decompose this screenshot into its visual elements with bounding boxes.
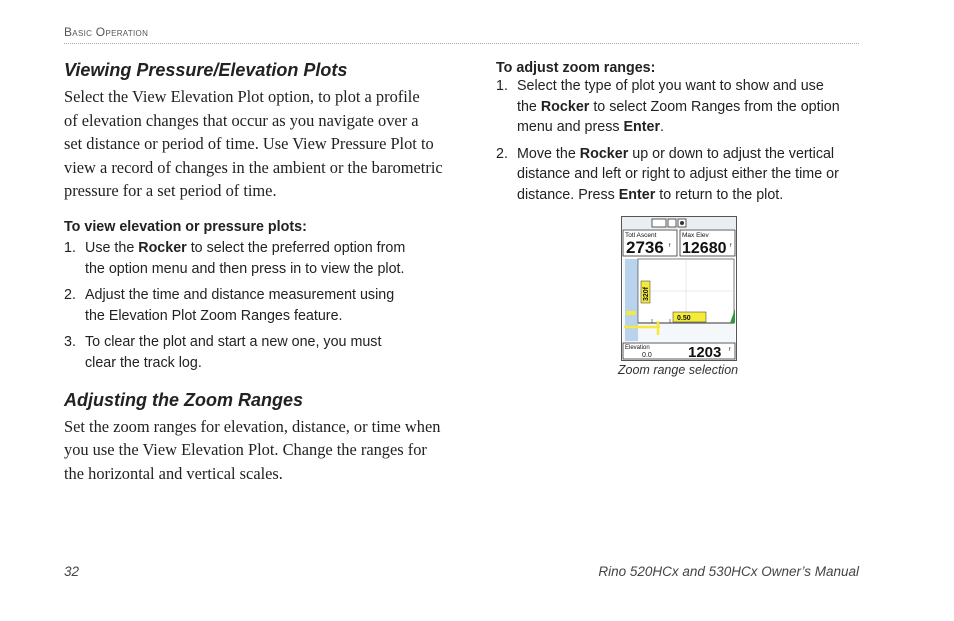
- bottom-label: Elevation: [625, 345, 650, 351]
- step-number: 1.: [64, 239, 76, 256]
- step-text: to select Zoom Ranges from the option: [589, 98, 840, 115]
- step-keyword: Rocker: [138, 239, 187, 256]
- step-text: to return to the plot.: [655, 186, 784, 203]
- field1-label: Totl Ascent: [625, 232, 657, 239]
- horizontal-scale-label: 0.50: [677, 315, 691, 322]
- body-line: view a record of changes in the ambient or the barometric: [64, 157, 443, 177]
- step-text: distance. Press: [517, 186, 619, 203]
- page-number: 32: [64, 564, 80, 579]
- bottom-value: 1203: [688, 344, 722, 360]
- header-divider: [64, 43, 859, 44]
- body-line: pressure for a set period of time.: [64, 181, 277, 200]
- step-number: 2.: [496, 145, 508, 162]
- field2-label: Max Elev: [682, 232, 709, 239]
- battery-icon: [652, 219, 666, 227]
- step-text: Use the: [85, 239, 139, 256]
- steps-zoom: [496, 76, 866, 205]
- list-item: [64, 332, 452, 374]
- left-column: [64, 60, 452, 485]
- device-screen-figure: [621, 216, 737, 361]
- step-number: 1.: [496, 78, 508, 94]
- section-body-zoom-ranges: [64, 415, 452, 486]
- step-text: To clear the plot and start a new one, you must: [85, 333, 382, 350]
- field2-unit: f: [730, 243, 732, 249]
- step-keyword: Enter: [623, 119, 661, 135]
- list-item: [64, 238, 452, 280]
- field1-value: 2736: [626, 238, 664, 257]
- step-text: .: [660, 119, 665, 135]
- step-text: clear the track log.: [85, 354, 202, 371]
- step-keyword: Rocker: [579, 145, 629, 162]
- bottom-sub-value: 0.0: [642, 352, 652, 359]
- right-column: [496, 60, 866, 205]
- cursor-marker: [626, 311, 636, 315]
- step-text: menu and press: [517, 119, 624, 135]
- body-line: Set the zoom ranges for elevation, distance, or time when: [64, 416, 441, 436]
- step-text: Select the type of plot you want to show and use: [517, 78, 824, 94]
- manual-title: Rino 520HCx and 530HCx Owner’s Manual: [598, 564, 859, 579]
- body-line: of elevation changes that occur as you navigate over a: [64, 110, 419, 130]
- body-line: Select the View Elevation Plot option, to plot a profile: [64, 87, 420, 106]
- signal-icon: [668, 219, 676, 227]
- track-profile-fill: [625, 259, 638, 341]
- gps-dot-icon: [680, 221, 684, 225]
- figure-caption: Zoom range selection: [617, 363, 739, 377]
- list-item: [64, 285, 452, 327]
- field2-value: 12680: [682, 240, 727, 257]
- step-text: up or down to adjust the vertical: [628, 145, 835, 162]
- field1-unit: f: [669, 243, 671, 249]
- step-number: 2.: [64, 286, 76, 303]
- list-item: [496, 144, 866, 206]
- step-text: the option menu and then press in to view the plot.: [85, 260, 405, 277]
- body-line: set distance or period of time. Use View Pressure Plot to: [64, 134, 434, 153]
- steps-view-plots: [64, 238, 452, 374]
- section-title-pressure-elevation: Viewing Pressure/Elevation Plots: [64, 60, 348, 80]
- body-line: you use the View Elevation Plot. Change the ranges for: [64, 440, 427, 459]
- step-number: 3.: [64, 333, 76, 350]
- step-text: Adjust the time and distance measurement using: [85, 286, 395, 303]
- vertical-scale-label: 320f: [643, 286, 650, 301]
- running-header: Basic Operation: [64, 25, 149, 39]
- step-keyword: Enter: [618, 186, 656, 203]
- body-line: the horizontal and vertical scales.: [64, 463, 283, 483]
- section-body-pressure-elevation: [64, 85, 452, 203]
- procedure-title-view-plots: To view elevation or pressure plots:: [64, 218, 307, 235]
- bottom-unit: f: [729, 347, 731, 353]
- step-text: the Elevation Plot Zoom Ranges feature.: [85, 307, 343, 324]
- step-text: the: [517, 98, 541, 115]
- step-keyword: Rocker: [540, 98, 590, 115]
- step-text: Move the: [517, 145, 580, 162]
- step-text: to select the preferred option from: [186, 239, 406, 256]
- procedure-title-zoom: To adjust zoom ranges:: [496, 60, 656, 76]
- device-screen: [622, 217, 736, 360]
- section-title-zoom-ranges: Adjusting the Zoom Ranges: [64, 389, 304, 410]
- step-text: distance and left or right to adjust either the time or: [517, 166, 839, 182]
- list-item: [496, 76, 866, 138]
